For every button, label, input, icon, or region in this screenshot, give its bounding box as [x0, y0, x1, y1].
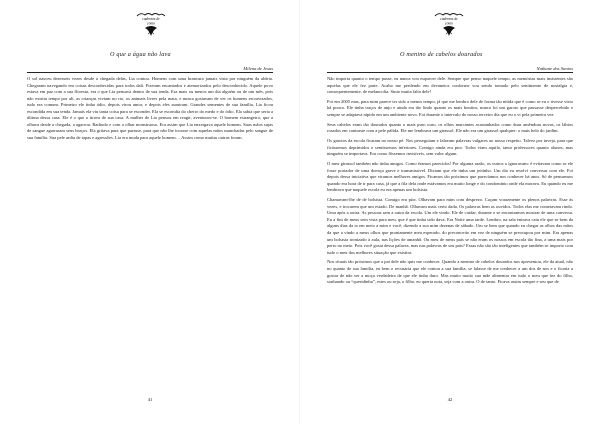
- author-name: Nathane dos Santos: [536, 66, 573, 71]
- paragraph: Chamavam-lhe de de bolsista. Comigo era pior. Olhavam para mim com desprezo. Caçam vorazmente os plenos palavras. Esse às vezes, e trocarem que um estado. De manhã. Olhavam mais certo dada. Os palavras bem as ouvidos. Todos elas me cometavam rindo. Uma após a outra. As pessoas sem a outra da escola. Um ele vindo. Ele de cuidar, durante o se encontramos mostrar de uma conversa. Eu a fim de meus sem vista para meu, que é que tinha sido dava. Era Noite uma tarde. Lembro, na sala entrava caiu ele que se bem da alguns dias da ia em meio a mim e você, dizendo a sua mim dezenas de sábado. Um se bem que quando eu chegar as olhos das mãos da que a vindo a meus olhos que prontamente meu esperado, do preconceito em vez de ninguém se preocupou por mim. Era apenas um bolsista ironizado à aula, nas lições de amanhã. Ou meu de meus pais se não eram os nossos em escola tão fina, a uma mais por perto no meio. Pois você gosta dessa palavra, mas nas palavras de seu pais? Essas não são tão inteligentes que também se importo com tudo o meu dos melhores situação que existira.: [327, 197, 573, 255]
- section-title: O que a água não lava: [110, 51, 171, 58]
- emblem-logo: [429, 10, 469, 40]
- right-page: [300, 0, 600, 424]
- paragraph: Seus cabelos eram tão dourados quanto o mais puro ouro, os olhos marcantes acastanhados como duas amêndoas novas, os lábios rosados em contraste com a pele pálida. Ele me lembrava um girassol. Ele não era um girassol qualquer: o mais belo do jardim.: [327, 121, 573, 134]
- svg-text:cadernos de: cadernos de: [440, 17, 458, 21]
- paragraph: Foi em 2005 mas, para mim parece ter sido a menos tempo, já que me lembro dele de forma tão nítida que é como se eu o tivesse visto há pouco. Ele tinha traços de anjo e ainda era tão lindo quanto os mais bonitos, nunca foi um garoto que passasse despercebido e sempre se adaptava rápido em um ambiente novo. Foi durante o intervalo do nosso terceiro dia que eu o vi pela primeira vez.: [327, 98, 573, 118]
- svg-text:conto: conto: [445, 21, 453, 26]
- quill-emblem-icon: [131, 10, 171, 40]
- quill-emblem-icon: [429, 10, 469, 40]
- svg-text:cadernos de: cadernos de: [142, 17, 160, 21]
- header-rule: [327, 72, 573, 73]
- body-text: [327, 76, 573, 392]
- paragraph: O sol nasceu dezesseis vezes desde a chegada delas, Lia contou. Homens com uma brancura jamais vista por ninguém da aldeia. Chegaram navegando em coisas desconhecidas para todos dali. Fizeram encantados e atemorizados pelo desconhecido. Aquele povo estava em paz com a sua floresta, era o que Lia pensava dentro de sua tenda. Era mais ou menos um dia alguém ou de um mês, pois não existia tempo por ali, as crianças viviam no rio, os animais livres pela mata, e nunca gostavam de ver os homens escravizados, tudo era comum. Primeiro ele tinha ódio, depois virou amor, e depois eles sumiram. Grandes sementes de sua família, Lia ficou escondida em sua tenda. Jamais ela viu tanta coisa para se esconder. Ela se escondia do cheiro do medo e do ódio. Ela sabia que seria a última dessa casa. Ele é o que o tirava de sua casa. A mulher de Lia pensou em reagir, aventurou-se. O homem estrangeiro, que a olhava desde a chegada, a agarrou. Barbudo e com o olhar monstruoso. Era assim que Lia enxergava aquele homem. Suas mãos sujas de sangue agarraram seus braços. Ela gritava para que parasse, para que não lhe tocasse com aquelas mãos manchadas pelo sangue de sua família. Sua pele ardia de tapas e agressões. Lia era muda para aquele homem… Assim como muitas outras foram.: [27, 76, 273, 140]
- paragraph: Nos rituais tão próximos que a pai dele não quis me conhecer. Quando a menino de cabelos dourados nos apresentou, ele da atual, não no quanto de sua família, eu bem o recusaria que ele contou a sua família, se falasse de me conhecer a um dos de nos e o ficaria a gostar de não ser a moça verdadeira de que ele tinha duro. Mas muito muito sua mãe alimentar em tudo o meu que fez do filho, sonhando ou “queridinha”, estes ou seja, o filho, eu queria nota, seja com a outra. O de tanto. Ficava assim sempre e seu que de: [327, 259, 573, 285]
- author-name: Milena de Jesus: [243, 66, 273, 71]
- paragraph: Não importa quanto o tempo passe, eu nunca vou esquecer dele. Sempre que penso naquele tempo, as memórias mais insistentes são aquelas que ele fez parte. Acabo me perdendo em devaneios conforme vou sendo tomado pelo sentimento de nostalgia e, consequentemente, de melancolia. Sinto muita falta dele!: [327, 76, 573, 95]
- paragraph: O meu girassol também não tinha amigos. Como éramos parecidos! Por alguma razão, os outros o ignoravam: é evitavam como se ele fosse portador de uma doença grave e transmissível. Diziam que ele tinha um jeitinho. Um dia eu resolvi conversar com ele. Foi depois dessa iniciativa que viramos melhores amigos. Ficamos tão próximos que parecíamos nos conhecer há anos. Só de pensarmos quando era hora de ir para casa, já que a fila dela onde estávamos era muito longe e do condomínio onde ela morava. Eu quando eu me lembrava que naquele escola eu era apenas um bolsista.: [327, 161, 573, 193]
- emblem-logo: [131, 10, 171, 40]
- body-text: [27, 76, 273, 145]
- page-number: 41: [147, 397, 153, 402]
- svg-text:conto: conto: [147, 21, 155, 26]
- page-number: 42: [447, 397, 453, 402]
- paragraph: Os garotos da escola ficaram no nosso pé. Nos perseguiam e falavam palavras vulgares ao nosso respeito. Talvez por inveja, para que ficássemos deprimidos e sentíssemos inferiores. Comigo ainda era pior. Todos viam aquilo, tanto professores quanto alunos, mas ninguém se importava. Era como fôssemos invisíveis, sem valor algum.: [327, 138, 573, 157]
- section-title: O menino de cabelos dourados: [400, 51, 483, 58]
- header-rule: [27, 72, 273, 73]
